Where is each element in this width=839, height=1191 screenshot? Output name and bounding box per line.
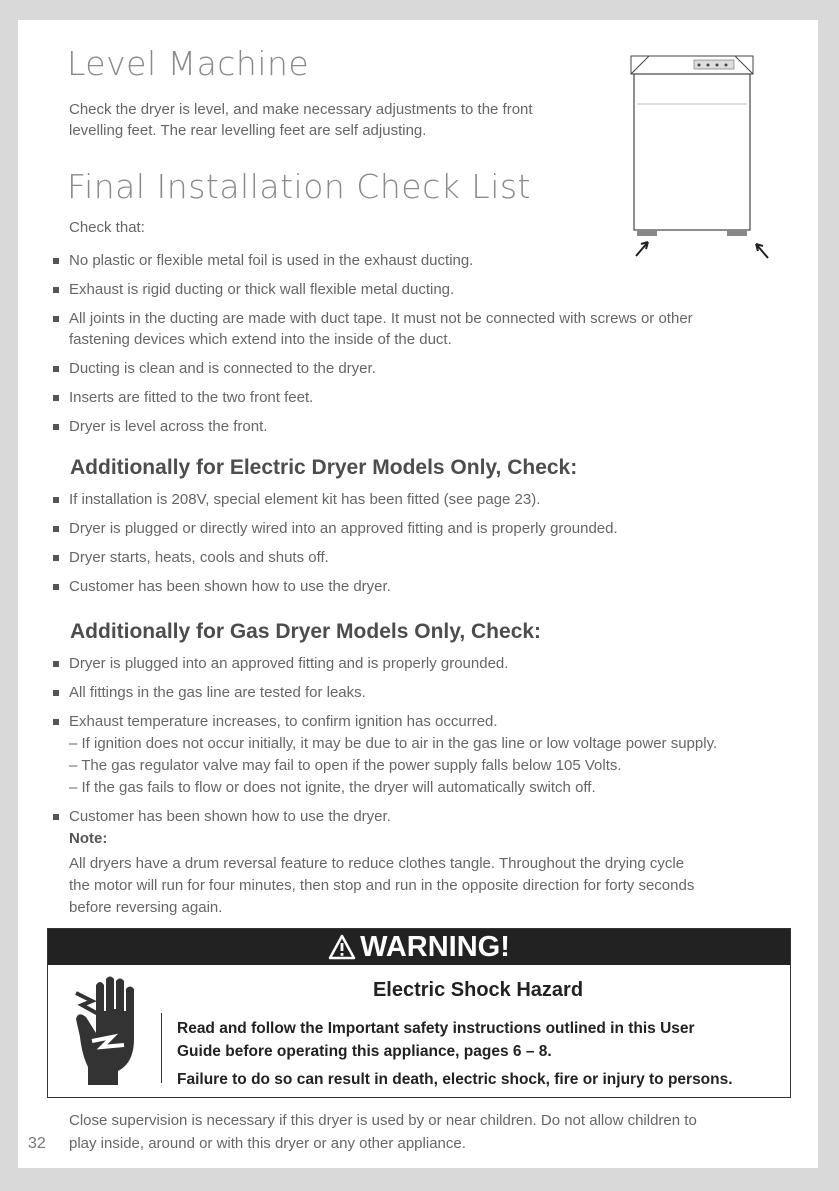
level-machine-heading: Level Machine bbox=[67, 44, 310, 83]
bullet bbox=[53, 366, 59, 372]
bullet bbox=[53, 497, 59, 503]
checklist-item-4: Ducting is clean and is connected to the dryer. bbox=[69, 360, 376, 377]
warning-divider bbox=[161, 1013, 162, 1083]
supervision-line-2: play inside, around or with this dryer or any other appliance. bbox=[69, 1135, 466, 1152]
checklist-item-6: Dryer is level across the front. bbox=[69, 418, 268, 435]
level-machine-text-line-1: Check the dryer is level, and make necessary adjustments to the front bbox=[69, 101, 533, 118]
dryer-illustration bbox=[604, 44, 784, 264]
checklist-heading: Final Installation Check List bbox=[67, 167, 531, 206]
electric-shock-hand-icon bbox=[74, 975, 152, 1085]
gas-item-3: Exhaust temperature increases, to confirm ignition has occurred. bbox=[69, 713, 498, 730]
checklist-item-3-continued: fastening devices which extend into the inside of the duct. bbox=[69, 331, 452, 348]
bullet bbox=[53, 555, 59, 561]
warning-box bbox=[47, 928, 791, 1098]
bullet bbox=[53, 395, 59, 401]
note-line-1: All dryers have a drum reversal feature to reduce clothes tangle. Throughout the drying cycle bbox=[69, 855, 685, 872]
electric-item-2: Dryer is plugged or directly wired into an approved fitting and is properly grounded. bbox=[69, 520, 618, 537]
warning-triangle-icon bbox=[328, 934, 356, 960]
note-line-3: before reversing again. bbox=[69, 899, 223, 916]
electric-item-3: Dryer starts, heats, cools and shuts off. bbox=[69, 549, 329, 566]
level-machine-text-line-2: levelling feet. The rear levelling feet are self adjusting. bbox=[69, 122, 427, 139]
gas-item-4: Customer has been shown how to use the dryer. bbox=[69, 808, 391, 825]
gas-sub-item-3: – If the gas fails to flow or does not ignite, the dryer will automatically switch off. bbox=[69, 779, 596, 796]
electric-heading: Additionally for Electric Dryer Models Only, Check: bbox=[70, 456, 578, 479]
checklist-item-1: No plastic or flexible metal foil is used in the exhaust ducting. bbox=[69, 252, 474, 269]
checklist-item-2: Exhaust is rigid ducting or thick wall flexible metal ducting. bbox=[69, 281, 455, 298]
bullet bbox=[53, 287, 59, 293]
hazard-title: Electric Shock Hazard bbox=[372, 979, 584, 1001]
checklist-item-3: All joints in the ducting are made with duct tape. It must not be connected with screws or other bbox=[69, 310, 693, 327]
page-number: 32 bbox=[28, 1135, 46, 1152]
gas-item-1: Dryer is plugged into an approved fitting and is properly grounded. bbox=[69, 655, 509, 672]
warning-banner bbox=[48, 929, 790, 965]
bullet bbox=[53, 661, 59, 667]
warning-line-2: Guide before operating this appliance, pages 6 – 8. bbox=[177, 1043, 552, 1060]
bullet bbox=[53, 690, 59, 696]
checklist-intro: Check that: bbox=[69, 219, 145, 236]
electric-item-4: Customer has been shown how to use the dryer. bbox=[69, 578, 391, 595]
electric-item-1: If installation is 208V, special element kit has been fitted (see page 23). bbox=[69, 491, 541, 508]
bullet bbox=[53, 526, 59, 532]
checklist-item-5: Inserts are fitted to the two front feet. bbox=[69, 389, 314, 406]
warning-line-3: Failure to do so can result in death, electric shock, fire or injury to persons. bbox=[177, 1071, 733, 1088]
bullet bbox=[53, 584, 59, 590]
bullet bbox=[53, 258, 59, 264]
bullet bbox=[53, 719, 59, 725]
gas-sub-item-2: – The gas regulator valve may fail to open if the power supply falls below 105 Volts. bbox=[69, 757, 622, 774]
bullet bbox=[53, 424, 59, 430]
bullet bbox=[53, 316, 59, 322]
warning-banner-text: WARNING! bbox=[360, 931, 510, 963]
gas-heading: Additionally for Gas Dryer Models Only, Check: bbox=[70, 620, 542, 643]
warning-line-1: Read and follow the Important safety instructions outlined in this User bbox=[177, 1020, 695, 1037]
bullet bbox=[53, 814, 59, 820]
note-label: Note: bbox=[69, 830, 108, 847]
gas-sub-item-1: – If ignition does not occur initially, it may be due to air in the gas line or low voltage power supply. bbox=[69, 735, 718, 752]
supervision-line-1: Close supervision is necessary if this dryer is used by or near children. Do not allow children to bbox=[69, 1112, 697, 1129]
note-line-2: the motor will run for four minutes, then stop and run in the opposite direction for forty seconds bbox=[69, 877, 695, 894]
gas-item-2: All fittings in the gas line are tested for leaks. bbox=[69, 684, 366, 701]
